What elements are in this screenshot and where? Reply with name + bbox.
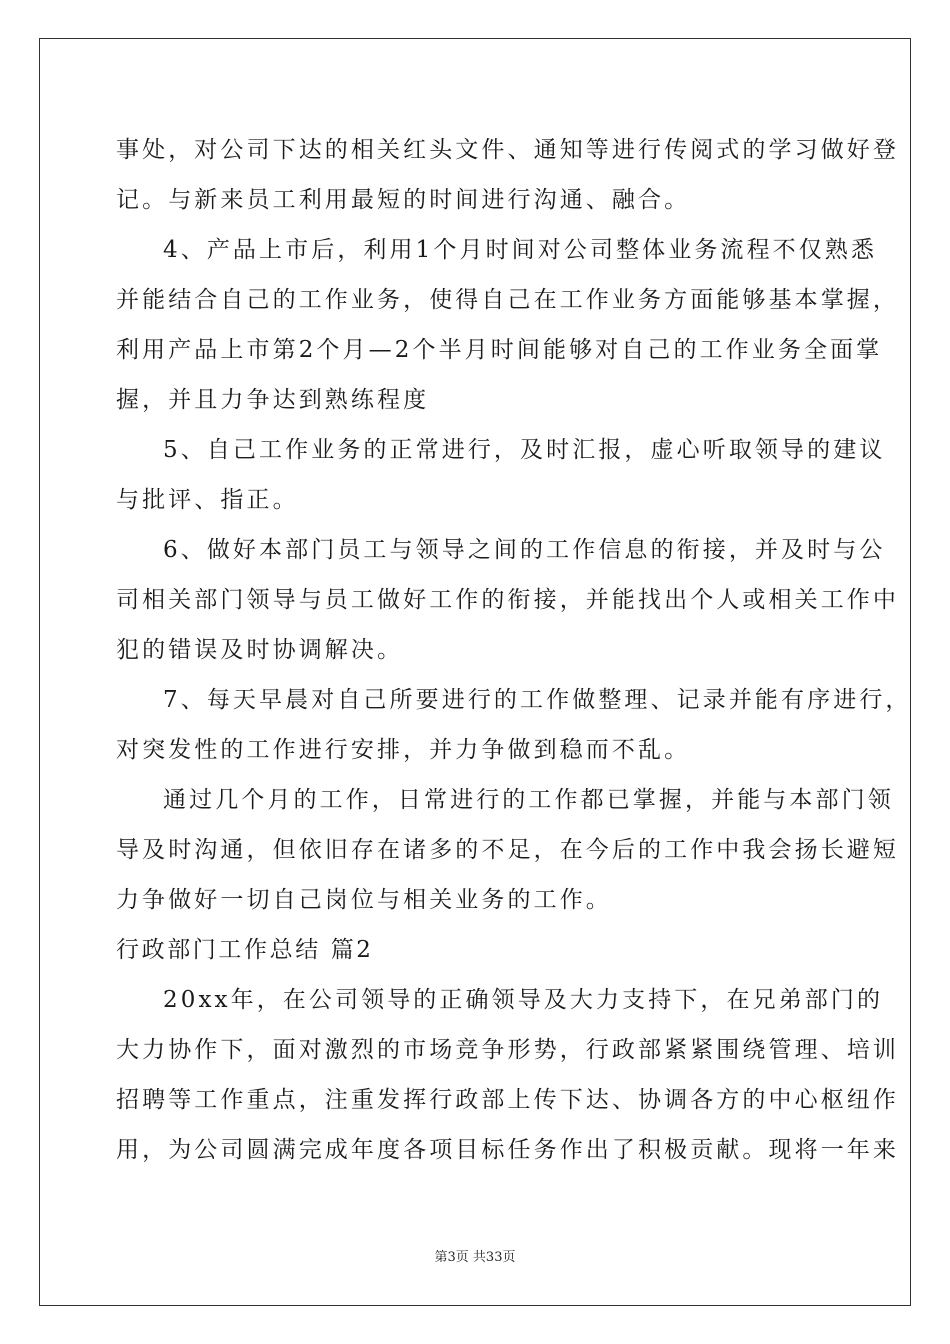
paragraph-line: 20xx年，在公司领导的正确领导及大力支持下，在兄弟部门的 <box>163 987 884 1013</box>
paragraph-line: 4、产品上市后，利用1个月时间对公司整体业务流程不仅熟悉 <box>163 237 878 263</box>
paragraph-line: 记。与新来员工利用最短的时间进行沟通、融合。 <box>116 187 691 213</box>
paragraph-line: 司相关部门领导与员工做好工作的衔接，并能找出个人或相关工作中 <box>116 587 899 613</box>
paragraph-line: 力争做好一切自己岗位与相关业务的工作。 <box>116 887 612 913</box>
paragraph-line: 利用产品上市第2个月—2个半月时间能够对自己的工作业务全面掌 <box>116 337 883 363</box>
paragraph-line: 大力协作下，面对激烈的市场竞争形势，行政部紧紧围绕管理、培训 <box>116 1037 899 1063</box>
paragraph-line: 并能结合自己的工作业务，使得自己在工作业务方面能够基本掌握， <box>116 287 899 313</box>
paragraph-line: 通过几个月的工作，日常进行的工作都已掌握，并能与本部门领 <box>163 787 894 813</box>
paragraph-line: 用，为公司圆满完成年度各项目标任务作出了积极贡献。现将一年来 <box>116 1137 899 1163</box>
paragraph-line: 招聘等工作重点，注重发挥行政部上传下达、协调各方的中心枢纽作 <box>116 1087 899 1113</box>
document-body <box>116 125 912 1175</box>
section-heading: 行政部门工作总结 篇2 <box>116 937 374 963</box>
paragraph-line: 7、每天早晨对自己所要进行的工作做整理、记录并能有序进行， <box>163 687 912 713</box>
paragraph-line: 5、自己工作业务的正常进行，及时汇报，虚心听取领导的建议 <box>163 437 886 463</box>
paragraph-line: 对突发性的工作进行安排，并力争做到稳而不乱。 <box>116 737 691 763</box>
paragraph-line: 犯的错误及时协调解决。 <box>116 637 404 663</box>
page-number-footer: 第3页 共33页 <box>434 1250 516 1265</box>
paragraph-line: 事处，对公司下达的相关红头文件、通知等进行传阅式的学习做好登 <box>116 137 899 163</box>
paragraph-line: 6、做好本部门员工与领导之间的工作信息的衔接，并及时与公 <box>163 537 886 563</box>
paragraph-line: 与批评、指正。 <box>116 487 299 513</box>
paragraph-line: 导及时沟通，但依旧存在诸多的不足，在今后的工作中我会扬长避短 <box>116 837 899 863</box>
paragraph-line: 握，并且力争达到熟练程度 <box>116 387 430 413</box>
